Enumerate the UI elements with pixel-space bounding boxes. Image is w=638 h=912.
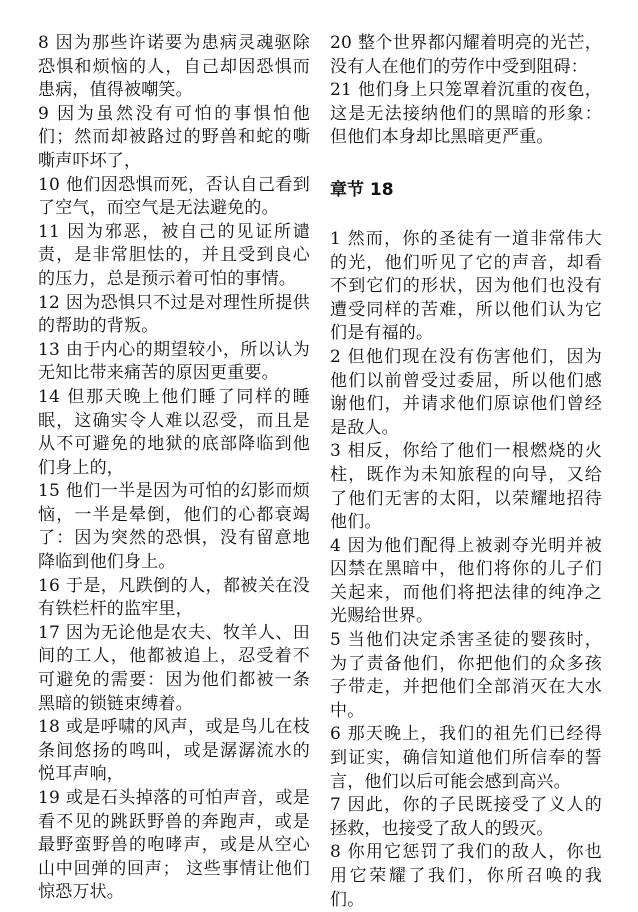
verse-wis17-17: 17 因为无论他是农夫、牧羊人、田间的工人，他都被追上，忍受着不可避免的需要：因为他们都被一条黑暗的锁链束缚着。 (38, 622, 310, 714)
verse-wis18-5: 5 当他们决定杀害圣徒的婴孩时，为了责备他们，你把他们的众多孩子带走，并把他们全部消灭在大水中。 (330, 630, 602, 721)
verse-wis17-8: 8 因为那些许诺要为患病灵魂驱除恐惧和烦恼的人，自己却因恐惧而患病，值得被嘲笑。 (38, 33, 310, 101)
verse-wis17-10: 10 他们因恐惧而死，否认自己看到了空气，而空气是无法避免的。 (38, 174, 310, 219)
verse-wis18-4: 4 因为他们配得上被剥夺光明并被囚禁在黑暗中，他们将你的儿子们关起来，而他们将把法律的纯净之光赐给世界。 (330, 535, 602, 627)
verse-wis17-16: 16 于是，凡跌倒的人，都被关在没有铁栏杆的监牢里， (38, 575, 310, 620)
verse-wis18-1: 1 然而，你的圣徒有一道非常伟大的光，他们听见了它的声音，却看不到它们的形状，因为他们也没有遭受同样的苦难，所以他们认为它们是有福的。 (330, 228, 602, 344)
left-column (38, 32, 310, 905)
verse-wis18-6: 6 那天晚上，我们的祖先们已经得到证实，确信知道他们所信奉的誓言，他们以后可能会感到高兴。 (330, 724, 602, 792)
right-column (330, 32, 602, 912)
verse-wis17-21: 21 他们身上只笼罩着沉重的夜色，这是无法接纳他们的黑暗的形象：但他们本身却比黑暗更严重。 (330, 80, 602, 148)
verse-wis18-7: 7 因此，你的子民既接受了义人的拯救，也接受了敌人的毁灭。 (330, 795, 602, 839)
verse-wis17-15: 15 他们一半是因为可怕的幻影而烦恼，一半是晕倒，他们的心都衰竭了：因为突然的恐惧，没有留意地降临到他们身上。 (38, 481, 310, 573)
verse-wis18-2: 2 但他们现在没有伤害他们，因为他们以前曾受过委屈，所以他们感谢他们，并请求他们原谅他们曾经是敌人。 (330, 346, 602, 438)
verse-wis17-14: 14 但那天晚上他们睡了同样的睡眠，这确实令人难以忍受，而且是从不可避免的地狱的底部降临到他们身上的， (38, 386, 310, 478)
verse-wis17-19: 19 或是石头掉落的可怕声音，或是看不见的跳跃野兽的奔跑声，或是最野蛮野兽的咆哮声，或是从空心山中回弹的回声； 这些事情让他们惊恐万状。 (38, 788, 310, 903)
verse-wis17-20: 20 整个世界都闪耀着明亮的光芒，没有人在他们的劳作中受到阻碍： (330, 33, 602, 77)
verse-wis18-3: 3 相反，你给了他们一根燃烧的火柱，既作为未知旅程的向导，又给了他们无害的太阳，以荣耀地招待他们。 (330, 441, 602, 533)
verse-wis17-11: 11 因为邪恶，被自己的见证所谴责，是非常胆怯的，并且受到良心的压力，总是预示着可怕的事情。 (38, 221, 310, 289)
verse-wis18-8: 8 你用它惩罚了我们的敌人，你也用它荣耀了我们，你所召唤的我们。 (330, 842, 602, 910)
verse-wis17-18: 18 或是呼啸的风声，或是鸟儿在枝条间悠扬的鸣叫，或是潺潺流水的悦耳声响， (38, 717, 310, 785)
verse-wis17-13: 13 由于内心的期望较小，所以认为无知比带来痛苦的原因更重要。 (38, 339, 310, 384)
chapter-heading: 章节 18 (330, 179, 394, 200)
verse-wis17-9: 9 因为虽然没有可怕的事惧怕他们；然而却被路过的野兽和蛇的嘶嘶声吓坏了， (38, 103, 310, 171)
verse-wis17-12: 12 因为恐惧只不过是对理性所提供的帮助的背叛。 (38, 292, 310, 337)
